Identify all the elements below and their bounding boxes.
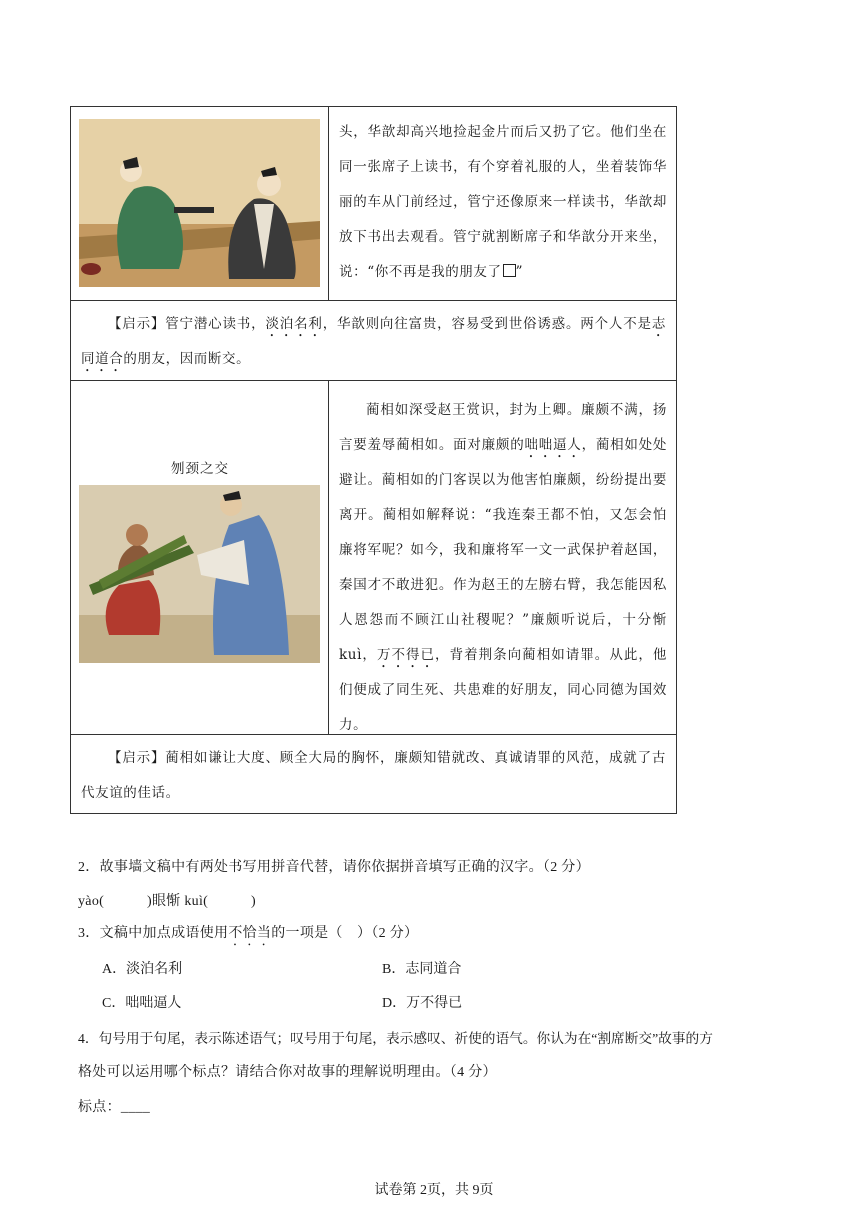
story-lianpo-part-c: ，背着荆条向蔺相如请罪。从此，他们便成了同生死、共患难的好朋友，同心同德为国效力。 <box>339 647 667 733</box>
question-3-part-b: 的一项是（ ）（2 分） <box>271 926 419 941</box>
answer-label: 标点：____ <box>78 1100 151 1115</box>
idiom-duoduo-biren: 咄咄逼人 <box>524 437 582 453</box>
story-row-guanning <box>71 107 676 301</box>
story-text-guanning <box>329 107 676 300</box>
illustration-guanning-huaxin <box>79 119 320 287</box>
question-4-line-1: 4．句号用于句尾，表示陈述语气；叹号用于句尾，表示感叹、祈使的语气。你认为在“割席断交”故事的方 <box>78 1031 713 1046</box>
image-cell <box>71 107 329 300</box>
insight-text-2: 【启示】蔺相如谦让大度、顾全大局的胸怀，廉颇知错就改、真诚请罪的风范，成就了古代友谊的佳话。 <box>81 750 666 801</box>
story-wall-table <box>70 106 677 814</box>
idiom-danbo-mingli: 淡泊名利 <box>265 316 323 332</box>
story-text-lianpo <box>329 381 676 734</box>
insight-text-1 <box>71 301 676 380</box>
question-2-blank: yào( )眼惭 kuì( ) <box>78 894 256 909</box>
question-3 <box>78 922 418 949</box>
insight-row-1 <box>71 301 676 381</box>
question-3-emphasis: 不恰当 <box>228 926 272 941</box>
question-4-line-2: 格处可以运用哪个标点？请结合你对故事的理解说明理由。（4 分） <box>78 1065 497 1080</box>
option-d: D．万不得已 <box>382 996 463 1011</box>
story-row-lianpo <box>71 381 676 735</box>
option-b: B．志同道合 <box>382 962 462 977</box>
idiom-wanbude-yi: 万不得已 <box>376 647 436 663</box>
option-a: A．淡泊名利 <box>102 962 183 977</box>
idiom-zhitong-daohe: 志同道合 <box>81 316 666 367</box>
story-lianpo-part-b: ，蔺相如处处避让。蔺相如的门客误以为他害怕廉颇，纷纷提出要离开。蔺相如解释说：“我连秦王都不怕，又怎会怕廉将军呢？如今，我和廉将军一文一武保护着赵国，秦国才不敢进犯。作为赵王的左膀右臂，我怎能因私人恩怨而不顾江山社稷呢？”廉颇听说后，十分惭 kuì， <box>339 437 667 663</box>
insight-1-part-b: ，华歆则向往富贵，容易受到世俗诱惑。两个人不是 <box>322 316 652 332</box>
question-2: 2．故事墙文稿中有两处书写用拼音代替，请你依据拼音填写正确的汉字。（2 分） <box>78 860 590 875</box>
story-lianpo-part-a: 蔺相如深受赵王赏识，封为上卿。廉颇不满，扬言要羞辱蔺相如。面对廉颇的 <box>339 402 667 453</box>
page-footer: 试卷第 2页，共 9页 <box>374 1183 494 1198</box>
insight-1-part-c: 的朋友，因而断交。 <box>123 351 251 367</box>
story-text-guanning-end: ” <box>515 264 524 280</box>
question-3-part-a: 3．文稿中加点成语使用 <box>78 926 229 941</box>
insight-row-2 <box>71 735 676 813</box>
image-caption: 刎颈之交 <box>171 461 229 477</box>
story-text-guanning-body: 头，华歆却高兴地捡起金片而后又扔了它。他们坐在同一张席子上读书，有个穿着礼服的人，坐着装饰华丽的车从门前经过，管宁还像原来一样读书，华歆却放下书出去观看。管宁就割断席子和华歆分开来坐，说：“你不再是我的朋友了 <box>339 124 667 280</box>
insight-1-part-a: 【启示】管宁潜心读书， <box>108 316 266 332</box>
blank-square-box <box>503 264 516 277</box>
illustration-fuji-qingzui <box>79 485 320 663</box>
option-c: C．咄咄逼人 <box>102 996 182 1011</box>
image-cell-2 <box>71 381 329 734</box>
